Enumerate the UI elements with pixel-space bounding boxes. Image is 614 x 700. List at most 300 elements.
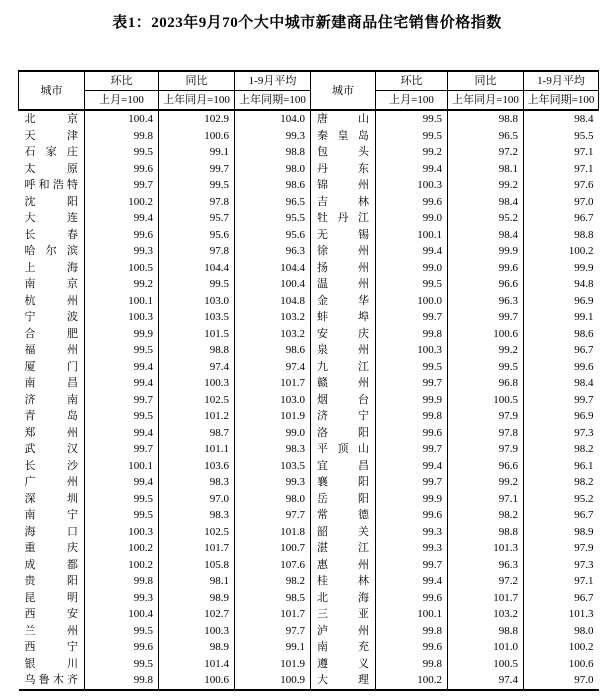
avg-value: 96.7 [524, 590, 599, 607]
city-name: 长 春 [24, 228, 78, 241]
city-name: 厦 门 [24, 360, 78, 373]
city-name: 大 理 [311, 672, 376, 690]
avg-value: 104.4 [235, 260, 311, 277]
yoy-value: 96.6 [448, 276, 524, 293]
avg-value: 98.5 [235, 590, 311, 607]
yoy-value: 103.6 [159, 458, 235, 475]
city-name: 广 州 [24, 476, 78, 488]
table-row [19, 342, 599, 359]
city-name: 天 津 [24, 129, 78, 142]
avg-value: 100.2 [524, 639, 599, 656]
yoy-value: 99.1 [159, 144, 235, 161]
avg-value: 99.7 [524, 392, 599, 409]
mom-value: 99.6 [85, 227, 159, 244]
avg-value: 95.5 [235, 210, 311, 227]
mom-value: 99.7 [85, 392, 159, 409]
avg-value: 100.7 [235, 540, 311, 557]
city-name: 吉 林 [311, 194, 376, 211]
table-row [19, 425, 599, 442]
table-row [19, 144, 599, 161]
avg-value: 99.1 [235, 639, 311, 656]
yoy-value: 98.1 [159, 573, 235, 590]
avg-value: 96.3 [235, 243, 311, 260]
yoy-value: 100.5 [448, 392, 524, 409]
mom-value: 99.4 [85, 359, 159, 376]
mom-value: 100.2 [85, 557, 159, 574]
yoy-value: 98.3 [159, 507, 235, 524]
city-name: 襄 阳 [311, 474, 376, 491]
city-name: 西 安 [24, 608, 78, 620]
city-name: 石 家 庄 [24, 146, 78, 158]
yoy-value: 96.6 [448, 458, 524, 475]
yoy-value: 98.8 [448, 110, 524, 128]
avg-value: 98.9 [524, 524, 599, 541]
table-row [19, 573, 599, 590]
yoy-value: 98.8 [448, 623, 524, 640]
mom-value: 99.4 [376, 161, 448, 178]
city-name: 唐 山 [311, 110, 376, 128]
mom-value: 99.8 [376, 408, 448, 425]
header-mom-base-right: 上月=100 [376, 91, 448, 111]
avg-value: 99.0 [235, 425, 311, 442]
avg-value: 98.6 [235, 177, 311, 194]
city-name: 安 庆 [311, 326, 376, 343]
city-name: 南 昌 [24, 377, 78, 389]
table-row [19, 639, 599, 656]
yoy-value: 98.7 [159, 425, 235, 442]
yoy-value: 105.8 [159, 557, 235, 574]
city-name: 南 京 [24, 278, 78, 290]
table-row [19, 359, 599, 376]
mom-value: 99.9 [376, 491, 448, 508]
mom-value: 99.8 [85, 672, 159, 690]
city-name: 桂 林 [311, 573, 376, 590]
table-row [19, 491, 599, 508]
city-name: 蚌 埠 [311, 309, 376, 326]
city-name: 重 庆 [24, 542, 78, 554]
yoy-value: 100.5 [448, 656, 524, 673]
mom-value: 99.4 [85, 474, 159, 491]
city-name: 九 江 [311, 359, 376, 376]
table-row [19, 161, 599, 178]
table-row [19, 606, 599, 623]
yoy-value: 100.3 [159, 623, 235, 640]
table-row [19, 375, 599, 392]
city-name: 无 锡 [311, 227, 376, 244]
avg-value: 99.6 [524, 359, 599, 376]
city-name: 北 海 [311, 590, 376, 607]
mom-value: 99.2 [85, 276, 159, 293]
avg-value: 95.5 [524, 128, 599, 145]
table-row [19, 557, 599, 574]
mom-value: 99.5 [85, 491, 159, 508]
city-name: 遵 义 [311, 656, 376, 673]
city-name: 乌 鲁 木 齐 [24, 674, 78, 686]
avg-value: 101.8 [235, 524, 311, 541]
yoy-value: 97.9 [448, 441, 524, 458]
city-name: 惠 州 [311, 557, 376, 574]
table-row [19, 656, 599, 673]
avg-value: 98.8 [524, 227, 599, 244]
avg-value: 98.4 [524, 110, 599, 128]
header-mom-base-left: 上月=100 [85, 91, 159, 111]
table-row [19, 474, 599, 491]
mom-value: 99.5 [85, 623, 159, 640]
mom-value: 99.3 [85, 590, 159, 607]
yoy-value: 97.2 [448, 573, 524, 590]
avg-value: 97.7 [235, 623, 311, 640]
city-name: 南 宁 [24, 509, 78, 521]
city-name: 成 都 [24, 558, 78, 571]
city-name: 湛 江 [311, 540, 376, 557]
mom-value: 99.6 [85, 639, 159, 656]
city-name: 徐 州 [311, 243, 376, 260]
city-name: 哈 尔 滨 [24, 245, 78, 257]
city-name: 郑 州 [24, 426, 78, 439]
mom-value: 99.6 [85, 161, 159, 178]
table-row [19, 326, 599, 343]
avg-value: 99.1 [524, 309, 599, 326]
city-name: 福 州 [24, 344, 78, 356]
avg-value: 100.6 [524, 656, 599, 673]
table-row [19, 210, 599, 227]
mom-value: 99.0 [376, 260, 448, 277]
avg-value: 104.0 [235, 110, 311, 128]
table-row [19, 110, 599, 128]
table-row [19, 540, 599, 557]
yoy-value: 102.9 [159, 110, 235, 128]
mom-value: 99.0 [376, 210, 448, 227]
yoy-value: 101.3 [448, 540, 524, 557]
city-name: 北 京 [24, 113, 78, 125]
city-name: 大 连 [24, 212, 78, 224]
mom-value: 99.5 [376, 110, 448, 128]
yoy-value: 99.5 [159, 276, 235, 293]
city-name: 上 海 [24, 261, 78, 274]
city-name: 赣 州 [311, 375, 376, 392]
city-name: 昆 明 [24, 591, 78, 604]
avg-value: 98.6 [524, 326, 599, 343]
mom-value: 99.4 [85, 425, 159, 442]
avg-value: 97.6 [524, 177, 599, 194]
yoy-value: 101.5 [159, 326, 235, 343]
header-avg-right: 1-9月平均 [524, 71, 599, 91]
avg-value: 97.0 [524, 194, 599, 211]
yoy-value: 97.4 [448, 672, 524, 690]
city-name: 岳 阳 [311, 491, 376, 508]
table-row [19, 408, 599, 425]
mom-value: 100.3 [85, 309, 159, 326]
mom-value: 100.2 [85, 194, 159, 211]
header-yoy-left: 同比 [159, 71, 235, 91]
mom-value: 99.6 [376, 425, 448, 442]
avg-value: 96.7 [524, 210, 599, 227]
header-row-main [19, 71, 599, 91]
yoy-value: 99.2 [448, 177, 524, 194]
yoy-value: 100.6 [159, 672, 235, 690]
mom-value: 100.1 [376, 227, 448, 244]
price-index-table [18, 70, 599, 691]
city-name: 包 头 [311, 144, 376, 161]
table-header [19, 71, 599, 110]
city-name: 济 宁 [311, 408, 376, 425]
city-name: 三 亚 [311, 606, 376, 623]
mom-value: 99.7 [376, 441, 448, 458]
mom-value: 99.5 [376, 276, 448, 293]
city-name: 长 沙 [24, 459, 78, 472]
mom-value: 99.7 [376, 557, 448, 574]
yoy-value: 96.8 [448, 375, 524, 392]
yoy-value: 96.3 [448, 293, 524, 310]
mom-value: 99.5 [85, 408, 159, 425]
avg-value: 97.1 [524, 573, 599, 590]
city-name: 温 州 [311, 276, 376, 293]
city-name: 韶 关 [311, 524, 376, 541]
mom-value: 99.4 [376, 243, 448, 260]
table-row [19, 194, 599, 211]
avg-value: 99.9 [524, 260, 599, 277]
city-name: 扬 州 [311, 260, 376, 277]
city-name: 银 川 [24, 657, 78, 670]
avg-value: 98.0 [524, 623, 599, 640]
avg-value: 95.2 [524, 491, 599, 508]
yoy-value: 101.4 [159, 656, 235, 673]
yoy-value: 100.6 [159, 128, 235, 145]
mom-value: 99.4 [376, 458, 448, 475]
yoy-value: 102.5 [159, 392, 235, 409]
avg-value: 98.4 [524, 375, 599, 392]
mom-value: 100.0 [376, 293, 448, 310]
yoy-value: 95.6 [159, 227, 235, 244]
city-name: 常 德 [311, 507, 376, 524]
yoy-value: 99.6 [448, 260, 524, 277]
yoy-value: 99.5 [159, 177, 235, 194]
header-yoy-base-left: 上年同月=100 [159, 91, 235, 111]
avg-value: 101.9 [235, 656, 311, 673]
mom-value: 100.3 [85, 524, 159, 541]
yoy-value: 97.4 [159, 359, 235, 376]
city-name: 洛 阳 [311, 425, 376, 442]
mom-value: 100.4 [85, 110, 159, 128]
yoy-value: 97.1 [448, 491, 524, 508]
yoy-value: 98.1 [448, 161, 524, 178]
yoy-value: 99.7 [159, 161, 235, 178]
city-name: 海 口 [24, 525, 78, 538]
city-name: 烟 台 [311, 392, 376, 409]
yoy-value: 103.2 [448, 606, 524, 623]
avg-value: 104.8 [235, 293, 311, 310]
yoy-value: 95.2 [448, 210, 524, 227]
city-name: 杭 州 [24, 294, 78, 307]
avg-value: 97.0 [524, 672, 599, 690]
table-row [19, 243, 599, 260]
page-title: 表1：2023年9月70个大中城市新建商品住宅销售价格指数 [112, 15, 502, 31]
table-row [19, 590, 599, 607]
mom-value: 99.8 [376, 326, 448, 343]
yoy-value: 104.4 [159, 260, 235, 277]
yoy-value: 102.5 [159, 524, 235, 541]
city-name: 西 宁 [24, 641, 78, 653]
mom-value: 99.5 [85, 656, 159, 673]
avg-value: 96.9 [524, 408, 599, 425]
table-row [19, 276, 599, 293]
mom-value: 99.6 [376, 194, 448, 211]
table-row [19, 392, 599, 409]
avg-value: 99.3 [235, 128, 311, 145]
mom-value: 100.2 [85, 540, 159, 557]
avg-value: 107.6 [235, 557, 311, 574]
avg-value: 97.3 [524, 425, 599, 442]
yoy-value: 98.9 [159, 639, 235, 656]
city-name: 泸 州 [311, 623, 376, 640]
city-name: 丹 东 [311, 161, 376, 178]
city-name: 合 肥 [24, 327, 78, 340]
mom-value: 99.5 [376, 128, 448, 145]
mom-value: 99.3 [376, 540, 448, 557]
city-name: 沈 阳 [24, 195, 78, 208]
city-name: 兰 州 [24, 624, 78, 637]
mom-value: 99.9 [376, 392, 448, 409]
avg-value: 98.6 [235, 342, 311, 359]
yoy-value: 101.1 [159, 441, 235, 458]
city-name: 宜 昌 [311, 458, 376, 475]
header-city-right: 城市 [311, 71, 376, 110]
avg-value: 103.5 [235, 458, 311, 475]
table-row [19, 177, 599, 194]
avg-value: 101.7 [235, 606, 311, 623]
avg-value: 97.7 [235, 507, 311, 524]
avg-value: 97.4 [235, 359, 311, 376]
avg-value: 95.6 [235, 227, 311, 244]
mom-value: 100.1 [85, 293, 159, 310]
mom-value: 99.7 [376, 309, 448, 326]
yoy-value: 97.8 [159, 243, 235, 260]
city-name: 宁 波 [24, 311, 78, 323]
avg-value: 98.2 [524, 441, 599, 458]
yoy-value: 103.0 [159, 293, 235, 310]
header-city-left: 城市 [19, 71, 85, 110]
yoy-value: 103.5 [159, 309, 235, 326]
yoy-value: 97.2 [448, 144, 524, 161]
yoy-value: 101.7 [159, 540, 235, 557]
avg-value: 99.3 [235, 474, 311, 491]
yoy-value: 101.7 [448, 590, 524, 607]
avg-value: 94.8 [524, 276, 599, 293]
mom-value: 99.5 [85, 144, 159, 161]
mom-value: 99.3 [376, 524, 448, 541]
mom-value: 99.8 [85, 128, 159, 145]
header-avg-base-right: 上年同期=100 [524, 91, 599, 111]
avg-value: 97.3 [524, 557, 599, 574]
city-name: 深 圳 [24, 492, 78, 505]
city-name: 锦 州 [311, 177, 376, 194]
city-name: 泉 州 [311, 342, 376, 359]
yoy-value: 98.8 [448, 524, 524, 541]
mom-value: 99.8 [85, 573, 159, 590]
avg-value: 98.3 [235, 441, 311, 458]
city-name: 呼 和 浩 特 [24, 179, 78, 191]
yoy-value: 99.5 [448, 359, 524, 376]
table-row [19, 260, 599, 277]
avg-value: 100.4 [235, 276, 311, 293]
avg-value: 103.0 [235, 392, 311, 409]
table-row [19, 458, 599, 475]
table-row [19, 128, 599, 145]
mom-value: 99.8 [376, 623, 448, 640]
avg-value: 97.1 [524, 144, 599, 161]
mom-value: 99.6 [376, 590, 448, 607]
city-name: 牡 丹 江 [311, 210, 376, 227]
city-name: 平 顶 山 [311, 441, 376, 458]
yoy-value: 99.9 [448, 243, 524, 260]
table-row [19, 293, 599, 310]
mom-value: 99.7 [376, 375, 448, 392]
yoy-value: 99.7 [448, 309, 524, 326]
yoy-value: 97.9 [448, 408, 524, 425]
mom-value: 100.2 [376, 672, 448, 690]
header-mom-right: 环比 [376, 71, 448, 91]
city-name: 南 充 [311, 639, 376, 656]
yoy-value: 97.8 [159, 194, 235, 211]
yoy-value: 102.7 [159, 606, 235, 623]
avg-value: 98.2 [524, 474, 599, 491]
mom-value: 99.6 [376, 507, 448, 524]
yoy-value: 96.3 [448, 557, 524, 574]
avg-value: 96.9 [524, 293, 599, 310]
city-name: 太 原 [24, 162, 78, 175]
header-avg-base-left: 上年同期=100 [235, 91, 311, 111]
mom-value: 99.6 [376, 639, 448, 656]
mom-value: 100.1 [376, 606, 448, 623]
avg-value: 100.9 [235, 672, 311, 690]
yoy-value: 99.2 [448, 342, 524, 359]
header-yoy-right: 同比 [448, 71, 524, 91]
mom-value: 99.7 [85, 177, 159, 194]
mom-value: 100.4 [85, 606, 159, 623]
yoy-value: 97.8 [448, 425, 524, 442]
yoy-value: 100.6 [448, 326, 524, 343]
table-row [19, 227, 599, 244]
city-name: 秦 皇 岛 [311, 128, 376, 145]
mom-value: 99.4 [376, 573, 448, 590]
mom-value: 99.7 [376, 474, 448, 491]
avg-value: 101.3 [524, 606, 599, 623]
table-row [19, 524, 599, 541]
avg-value: 96.7 [524, 342, 599, 359]
avg-value: 97.9 [524, 540, 599, 557]
mom-value: 99.4 [85, 375, 159, 392]
city-name: 贵 阳 [24, 575, 78, 587]
city-name: 武 汉 [24, 443, 78, 455]
avg-value: 98.0 [235, 161, 311, 178]
mom-value: 99.5 [85, 507, 159, 524]
city-name: 济 南 [24, 393, 78, 406]
yoy-value: 98.8 [159, 342, 235, 359]
yoy-value: 98.2 [448, 507, 524, 524]
header-avg-left: 1-9月平均 [235, 71, 311, 91]
yoy-value: 97.0 [159, 491, 235, 508]
avg-value: 98.8 [235, 144, 311, 161]
city-name: 青 岛 [24, 410, 78, 422]
yoy-value: 99.2 [448, 474, 524, 491]
mom-value: 100.1 [85, 458, 159, 475]
yoy-value: 98.3 [159, 474, 235, 491]
yoy-value: 101.2 [159, 408, 235, 425]
mom-value: 99.9 [85, 326, 159, 343]
yoy-value: 101.0 [448, 639, 524, 656]
header-yoy-base-right: 上年同月=100 [448, 91, 524, 111]
table-row [19, 672, 599, 690]
